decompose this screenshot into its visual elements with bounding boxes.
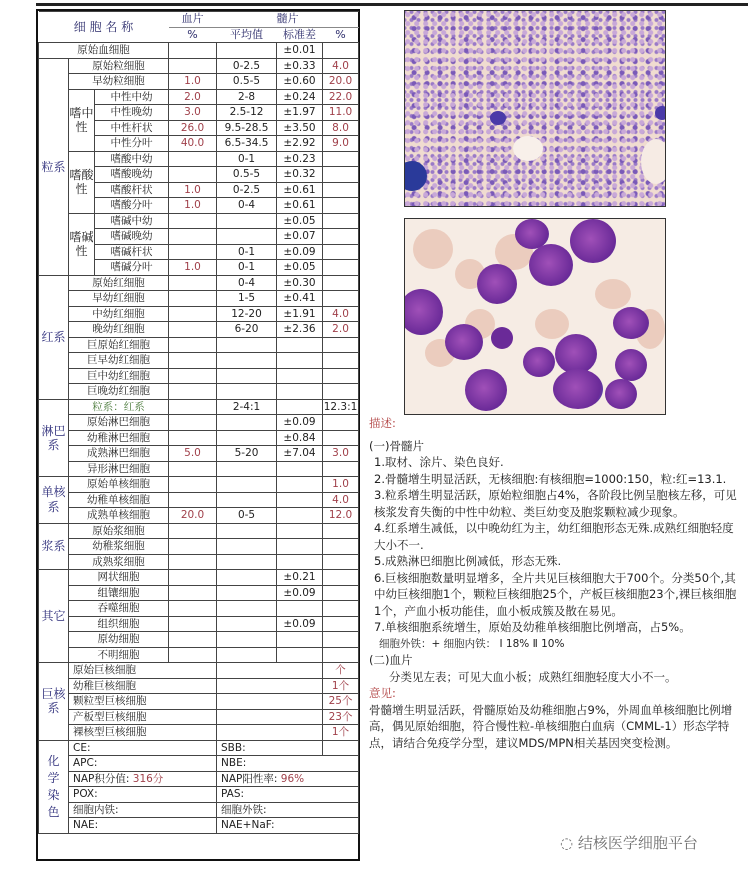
table-row: 中性分叶 40.0 6.5-34.5 ±2.92 9.0 <box>39 136 359 152</box>
table-row: 浆系 原始浆细胞 <box>39 523 359 539</box>
marrow-section-title: (一)骨髓片 <box>369 438 424 453</box>
table-row: 巨早幼红细胞 <box>39 353 359 369</box>
table-row: 中幼红细胞 12-20 ±1.91 4.0 <box>39 306 359 322</box>
description-title: 描述: <box>369 416 396 430</box>
table-row: 嗜酸杆状 1.0 0-2.5 ±0.61 <box>39 182 359 198</box>
table-row: 幼稚巨核细胞 1个 <box>39 678 359 694</box>
header-blood-pct: % <box>169 27 217 43</box>
table-row: 嗜酸分叶 1.0 0-4 ±0.61 <box>39 198 359 214</box>
table-row: 幼稚浆细胞 <box>39 539 359 555</box>
header-marrow: 髓片 <box>217 12 359 28</box>
table-row: 细胞内铁: 细胞外铁: <box>39 802 359 818</box>
table-row: 嗜中性 中性中幼 2.0 2-8 ±0.24 22.0 <box>39 89 359 105</box>
table-row: 成熟单核细胞 20.0 0-5 12.0 <box>39 508 359 524</box>
report-description <box>369 415 741 751</box>
subcategory-neutrophil: 嗜中性 <box>69 89 95 151</box>
table-row: 不明细胞 <box>39 647 359 663</box>
table-row: 化学染色 CE: SBB: <box>39 740 359 756</box>
table-row: 巨中幼红细胞 <box>39 368 359 384</box>
table-row: 巨晚幼红细胞 <box>39 384 359 400</box>
table-row: APC: NBE: <box>39 756 359 772</box>
iron-stain-result: 细胞外铁：+ 细胞内铁： Ⅰ 18% Ⅱ 10% <box>379 637 565 650</box>
table-row: 嗜碱晚幼 ±0.07 <box>39 229 359 245</box>
table-row: 巨原始红细胞 <box>39 337 359 353</box>
report-item: 4.红系增生减低，以中晚幼红为主，幼红细胞形态无殊.成熟红细胞轻度大小不一. <box>374 521 734 552</box>
report-item: 6.巨核细胞数量明显增多，全片共见巨核细胞大于700个。分类50个,其中幼巨核细胞1个，颗粒巨核细胞25个，产板巨核细胞23个,裸巨核细胞1个，产血小板功能佳，血小板成簇及散在易见。 <box>374 570 737 618</box>
table-row: 嗜碱分叶 1.0 0-1 ±0.05 <box>39 260 359 276</box>
opinion-text: 骨髓增生明显活跃，骨髓原始及幼稚细胞占9%，外周血单核细胞比例增高，偶见原始细胞，符合慢性粒-单核细胞白血病（CMML-1）形态学特点，请结合免疫学分型，建议MDS/MPN相关基因突变检测。 <box>369 702 733 750</box>
table-row: 原幼细胞 <box>39 632 359 648</box>
blood-section-title: (二)血片 <box>369 653 413 667</box>
category-plasma: 浆系 <box>39 523 69 570</box>
table-row: 成熟淋巴细胞 5.0 5-20 ±7.04 3.0 <box>39 446 359 462</box>
table-row: 早幼粒细胞 1.0 0.5-5 ±0.60 20.0 <box>39 74 359 90</box>
table-row: 组镶细胞 ±0.09 <box>39 585 359 601</box>
category-chemical-stain: 化学染色 <box>39 740 69 833</box>
bone-marrow-low-power-image <box>404 10 666 207</box>
top-rule <box>36 3 748 6</box>
table-row: 粒系 原始粒细胞 0-2.5 ±0.33 4.0 <box>39 58 359 74</box>
category-monocyte: 单核系 <box>39 477 69 524</box>
subcategory-eosinophil: 嗜酸性 <box>69 151 95 213</box>
report-item: 5.成熟淋巴细胞比例减低，形态无殊. <box>374 554 562 568</box>
table-row: 其它 网状细胞 ±0.21 <box>39 570 359 586</box>
opinion-title: 意见: <box>369 686 396 700</box>
table-row: POX: PAS: <box>39 787 359 803</box>
table-row: 异形淋巴细胞 <box>39 461 359 477</box>
table-row: 嗜碱性 嗜碱中幼 ±0.05 <box>39 213 359 229</box>
table-row: 早幼红细胞 1-5 ±0.41 <box>39 291 359 307</box>
table-row: 中性杆状 26.0 9.5-28.5 ±3.50 8.0 <box>39 120 359 136</box>
table-row: 原始淋巴细胞 ±0.09 <box>39 415 359 431</box>
table-row: 产板型巨核细胞 23个 <box>39 709 359 725</box>
cell-count-table <box>36 9 360 861</box>
table-row: 淋巴系 粒系：红系 2-4:1 12.3:1 <box>39 399 359 415</box>
category-lymphoid: 淋巴系 <box>39 399 69 477</box>
watermark: ◌ 结核医学细胞平台 <box>560 834 698 852</box>
report-table <box>38 11 359 834</box>
category-erythroid: 红系 <box>39 275 69 399</box>
table-row: 红系 原始红细胞 0-4 ±0.30 <box>39 275 359 291</box>
subcategory-basophil: 嗜碱性 <box>69 213 95 275</box>
report-item: 7.单核细胞系统增生，原始及幼稚单核细胞比例增高，占5%。 <box>374 620 691 634</box>
header-blood: 血片 <box>169 12 217 28</box>
table-row: 原始血细胞 ±0.01 <box>39 43 359 59</box>
header-mean: 平均值 <box>217 27 277 43</box>
category-megakaryocyte: 巨核系 <box>39 663 69 741</box>
category-other: 其它 <box>39 570 69 663</box>
table-row: 嗜酸晚幼 0.5-5 ±0.32 <box>39 167 359 183</box>
table-row: 裸核型巨核细胞 1个 <box>39 725 359 741</box>
table-row: 嗜碱杆状 0-1 ±0.09 <box>39 244 359 260</box>
table-row: 巨核系 原始巨核细胞 个 <box>39 663 359 679</box>
table-row: 组织细胞 ±0.09 <box>39 616 359 632</box>
category-granulocyte: 粒系 <box>39 58 69 275</box>
table-row: NAE: NAE+NaF: <box>39 818 359 834</box>
table-row: 晚幼红细胞 6-20 ±2.36 2.0 <box>39 322 359 338</box>
bone-marrow-high-power-image <box>404 218 666 415</box>
header-marrow-pct: % <box>323 27 359 43</box>
table-row: 中性晚幼 3.0 2.5-12 ±1.97 11.0 <box>39 105 359 121</box>
table-row: 幼稚淋巴细胞 ±0.84 <box>39 430 359 446</box>
table-row: 颗粒型巨核细胞 25个 <box>39 694 359 710</box>
ratio-label: 粒系：红系 <box>69 399 169 415</box>
header-cell-name: 细 胞 名 称 <box>39 12 169 43</box>
table-row: 成熟浆细胞 <box>39 554 359 570</box>
report-item: 1.取材、涂片、染色良好. <box>374 455 504 469</box>
table-row: 吞噬细胞 <box>39 601 359 617</box>
table-row: 嗜酸性 嗜酸中幼 0-1 ±0.23 <box>39 151 359 167</box>
header-sd: 标准差 <box>277 27 323 43</box>
table-row: NAP积分值: 316分 NAP阳性率: 96% <box>39 771 359 787</box>
table-row: 单核系 原始单核细胞 1.0 <box>39 477 359 493</box>
table-row: 幼稚单核细胞 4.0 <box>39 492 359 508</box>
report-item: 2.骨髓增生明显活跃，无核细胞:有核细胞=1000:150，粒:红=13.1. <box>374 471 727 486</box>
report-item: 3.粒系增生明显活跃，原始粒细胞占4%，各阶段比例呈胞核左移，可见核浆发育失衡的中性中幼粒、类巨幼变及胞浆颗粒减少现象。 <box>374 488 737 519</box>
blood-text: 分类见左表；可见大血小板；成熟红细胞轻度大小不一。 <box>389 669 677 684</box>
